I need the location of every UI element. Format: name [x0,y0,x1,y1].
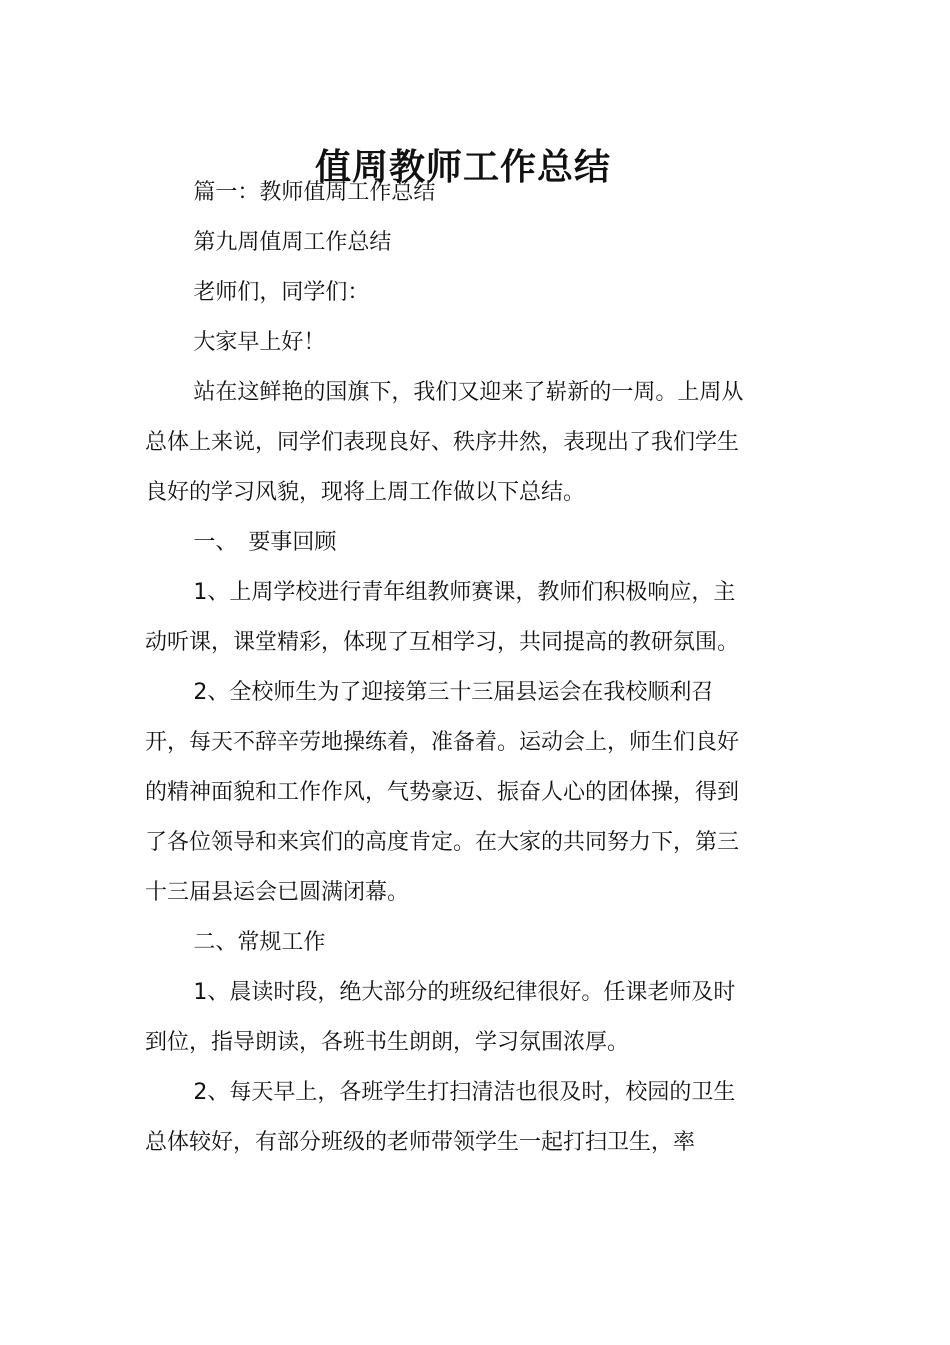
paragraph-review-2: 2、全校师生为了迎接第三十三届县运会在我校顺利召开，每天不辞辛劳地操练着，准备着。运动会上，师生们良好的精神面貌和工作作风，气势豪迈、振奋人心的团体操，得到了各位领导和来宾们的高度肯定。在大家的共同努力下，第三十三届县运会已圆满闭幕。 [145,680,740,905]
document-body [145,168,750,1168]
paragraph-routine-2: 2、每天早上，各班学生打扫清洁也很及时，校园的卫生总体较好，有部分班级的老师带领学生一起打扫卫生，率 [145,1080,736,1155]
section-heading-review: 一、 要事回顾 [193,530,337,555]
paragraph-greeting: 大家早上好！ [193,330,326,355]
paragraph-week-heading: 第九周值周工作总结 [193,230,392,255]
paragraph-intro: 站在这鲜艳的国旗下，我们又迎来了崭新的一周。上周从总体上来说，同学们表现良好、秩序井然，表现出了我们学生良好的学习风貌，现将上周工作做以下总结。 [145,380,744,505]
section-heading-routine: 二、常规工作 [193,930,326,955]
paragraph-salutation: 老师们，同学们： [193,280,370,305]
paragraph-subtitle: 篇一：教师值周工作总结 [193,180,436,205]
paragraph-review-1: 1、上周学校进行青年组教师赛课，教师们积极响应，主动听课，课堂精彩，体现了互相学习，共同提高的教研氛围。 [145,580,740,655]
document-title: 值周教师工作总结 [314,147,611,189]
paragraph-routine-1: 1、晨读时段，绝大部分的班级纪律很好。任课老师及时到位，指导朗读，各班书生朗朗，学习氛围浓厚。 [145,980,736,1055]
